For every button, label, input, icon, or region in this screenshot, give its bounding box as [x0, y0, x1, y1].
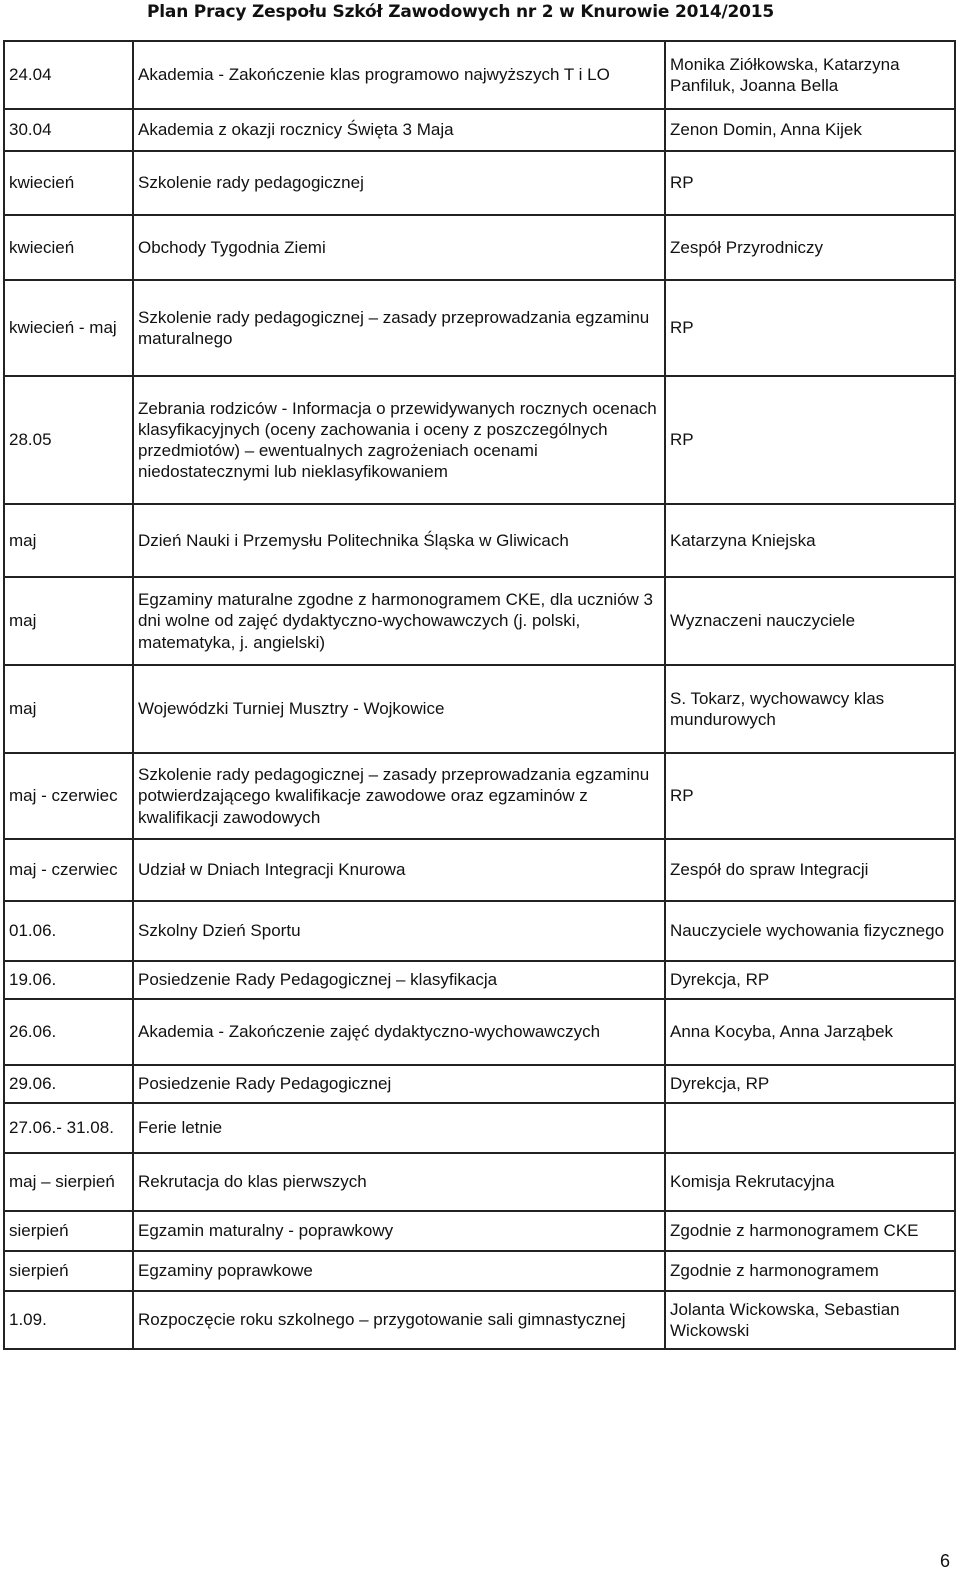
table-row [4, 901, 955, 961]
event-cell: Szkolenie rady pedagogicznej [133, 151, 665, 215]
date-cell: maj - czerwiec [4, 839, 133, 901]
responsible-cell [665, 1103, 955, 1153]
event-cell: Ferie letnie [133, 1103, 665, 1153]
date-cell: 30.04 [4, 109, 133, 151]
table-row [4, 577, 955, 665]
table-row [4, 109, 955, 151]
event-cell: Egzaminy poprawkowe [133, 1251, 665, 1291]
event-cell: Dzień Nauki i Przemysłu Politechnika Śląska w Gliwicach [133, 504, 665, 577]
date-cell: kwiecień [4, 151, 133, 215]
date-cell: maj [4, 504, 133, 577]
responsible-cell: Zespół Przyrodniczy [665, 215, 955, 280]
responsible-cell: S. Tokarz, wychowawcy klas mundurowych [665, 665, 955, 753]
responsible-cell: Nauczyciele wychowania fizycznego [665, 901, 955, 961]
date-cell: maj – sierpień [4, 1153, 133, 1211]
date-cell: 29.06. [4, 1065, 133, 1103]
responsible-cell: Monika Ziółkowska, Katarzyna Panfiluk, Joanna Bella [665, 41, 955, 109]
table-row [4, 376, 955, 504]
event-cell: Obchody Tygodnia Ziemi [133, 215, 665, 280]
table-row [4, 1065, 955, 1103]
date-cell: maj [4, 577, 133, 665]
date-cell: sierpień [4, 1251, 133, 1291]
date-cell: 1.09. [4, 1291, 133, 1349]
responsible-cell: Dyrekcja, RP [665, 961, 955, 999]
table-row [4, 665, 955, 753]
date-cell: kwiecień - maj [4, 280, 133, 376]
date-cell: 28.05 [4, 376, 133, 504]
date-cell: kwiecień [4, 215, 133, 280]
event-cell: Udział w Dniach Integracji Knurowa [133, 839, 665, 901]
responsible-cell: RP [665, 376, 955, 504]
responsible-cell: RP [665, 151, 955, 215]
table-row [4, 504, 955, 577]
event-cell: Egzamin maturalny - poprawkowy [133, 1211, 665, 1251]
table-row [4, 961, 955, 999]
schedule-table [3, 40, 956, 1350]
responsible-cell: Katarzyna Kniejska [665, 504, 955, 577]
event-cell: Zebrania rodziców - Informacja o przewidywanych rocznych ocenach klasyfikacyjnych (oceny zachowania i oceny z poszczególnych przedmiotów) – ewentualnych zagrożeniach ocenami niedostatecznymi lub nieklasyfikowaniem [133, 376, 665, 504]
table-row [4, 1153, 955, 1211]
date-cell: maj [4, 665, 133, 753]
table-row [4, 1291, 955, 1349]
event-cell: Akademia z okazji rocznicy Święta 3 Maja [133, 109, 665, 151]
date-cell: 24.04 [4, 41, 133, 109]
date-cell: sierpień [4, 1211, 133, 1251]
event-cell: Posiedzenie Rady Pedagogicznej – klasyfikacja [133, 961, 665, 999]
page-number: 6 [939, 1551, 950, 1571]
event-cell: Posiedzenie Rady Pedagogicznej [133, 1065, 665, 1103]
event-cell: Szkolenie rady pedagogicznej – zasady przeprowadzania egzaminu maturalnego [133, 280, 665, 376]
date-cell: 26.06. [4, 999, 133, 1065]
table-row [4, 999, 955, 1065]
table-row [4, 151, 955, 215]
table-row [4, 215, 955, 280]
table-row [4, 753, 955, 839]
responsible-cell: Komisja Rekrutacyjna [665, 1153, 955, 1211]
event-cell: Akademia - Zakończenie zajęć dydaktyczno-wychowawczych [133, 999, 665, 1065]
responsible-cell: RP [665, 753, 955, 839]
event-cell: Akademia - Zakończenie klas programowo najwyższych T i LO [133, 41, 665, 109]
responsible-cell: Zespół do spraw Integracji [665, 839, 955, 901]
responsible-cell: Wyznaczeni nauczyciele [665, 577, 955, 665]
event-cell: Wojewódzki Turniej Musztry - Wojkowice [133, 665, 665, 753]
event-cell: Szkolenie rady pedagogicznej – zasady przeprowadzania egzaminu potwierdzającego kwalifikacje zawodowe oraz egzaminów z kwalifikacji zawodowych [133, 753, 665, 839]
responsible-cell: RP [665, 280, 955, 376]
event-cell: Egzaminy maturalne zgodne z harmonogramem CKE, dla uczniów 3 dni wolne od zajęć dydaktyczno-wychowawczych (j. polski, matematyka, j. angielski) [133, 577, 665, 665]
date-cell: maj - czerwiec [4, 753, 133, 839]
event-cell: Szkolny Dzień Sportu [133, 901, 665, 961]
date-cell: 01.06. [4, 901, 133, 961]
date-cell: 27.06.- 31.08. [4, 1103, 133, 1153]
date-cell: 19.06. [4, 961, 133, 999]
table-row [4, 1251, 955, 1291]
table-row [4, 280, 955, 376]
page-header-title: Plan Pracy Zespołu Szkół Zawodowych nr 2 w Knurowie 2014/2015 [147, 2, 774, 22]
responsible-cell: Zgodnie z harmonogramem CKE [665, 1211, 955, 1251]
table-row [4, 839, 955, 901]
table-row [4, 1103, 955, 1153]
table-row [4, 41, 955, 109]
table-row [4, 1211, 955, 1251]
event-cell: Rekrutacja do klas pierwszych [133, 1153, 665, 1211]
responsible-cell: Anna Kocyba, Anna Jarząbek [665, 999, 955, 1065]
responsible-cell: Jolanta Wickowska, Sebastian Wickowski [665, 1291, 955, 1349]
event-cell: Rozpoczęcie roku szkolnego – przygotowanie sali gimnastycznej [133, 1291, 665, 1349]
responsible-cell: Zenon Domin, Anna Kijek [665, 109, 955, 151]
responsible-cell: Dyrekcja, RP [665, 1065, 955, 1103]
responsible-cell: Zgodnie z harmonogramem [665, 1251, 955, 1291]
